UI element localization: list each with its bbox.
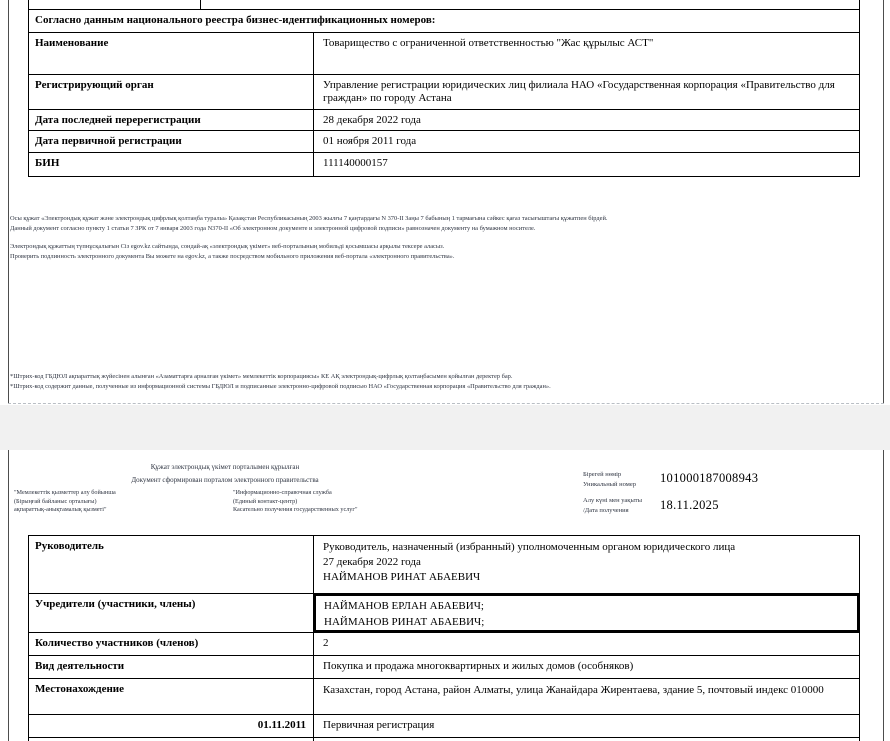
table-row — [29, 110, 859, 131]
value-cell: 01 ноября 2011 года — [323, 135, 417, 147]
value-line: НАЙМАНОВ ЕРЛАН АБАЕВИЧ; — [324, 600, 484, 612]
value-cell: 2 — [323, 637, 329, 649]
page2-left-frame — [8, 450, 9, 741]
legal-note-ru-1: Данный документ согласно пункту 1 статьи 7 ЗРК от 7 января 2003 года N370-II «Об электронном документе и электронной цифровой подписи» равнозначен документу на бумажном носителе. — [10, 225, 536, 232]
table-row — [29, 715, 859, 738]
portal-title-kk: Құжат электрондық үкімет порталымен құрылған — [150, 463, 300, 471]
footnote-kk: *Штрих-код ГБДЮЛ ақпараттық жүйесінен алынған «Азаматтарға арналған үкімет» мемлекеттік корпорациясы» КЕ АҚ электрондық-цифрлық қолтаңбасымен қойылған деректер бар. — [10, 373, 513, 380]
table-row — [29, 594, 859, 633]
label-cell: БИН — [29, 153, 314, 176]
value-cell: 111140000157 — [323, 157, 388, 169]
unique-number-label-ru: Уникальный номер — [583, 480, 636, 488]
label-cell: Дата последней перерегистрации — [29, 110, 314, 130]
value-cell — [314, 536, 859, 593]
value-cell: Первичная регистрация — [323, 719, 435, 731]
partial-cell — [29, 0, 201, 9]
barcode-footnotes — [10, 372, 882, 391]
value-line: Руководитель, назначенный (избранный) уполномоченным органом юридического лица — [323, 541, 736, 553]
page1-left-frame — [8, 0, 9, 403]
value-line: НАЙМАНОВ РИНАТ АБАЕВИЧ; — [324, 616, 485, 628]
contact-center-kk — [14, 489, 184, 515]
label-cell: Вид деятельности — [29, 656, 314, 678]
value-cell: Казахстан, город Астана, район Алматы, улица Жанайдара Жирентаева, здание 5, почтовый индекс 010000 — [323, 684, 824, 696]
label-cell: Количество участников (членов) — [29, 633, 314, 655]
contact-ru-line: Касательно получения государственных услуг" — [233, 506, 358, 513]
legal-note-pair-2 — [10, 242, 882, 262]
label-cell: Учредители (участники, члены) — [29, 594, 314, 632]
received-label-kk: Алу күні мен уақыты — [583, 497, 643, 504]
legal-note-kk-1: Осы құжат «Электрондық құжат және электрондық цифрлық қолтаңба туралы» Қазақстан Республикасының 2003 жылғы 7 қаңтардағы N 370-II Заңы 7 бабының 1 тармағына сәйкес қағаз тасығыштағы құжатпен бірдей. — [10, 215, 608, 222]
value-cell: 28 декабря 2022 года — [323, 114, 421, 126]
page1-right-frame — [883, 0, 884, 403]
label-cell: 01.11.2011 — [29, 715, 314, 737]
contact-ru-line: (Единый контакт-центр) — [233, 497, 298, 505]
label-cell: Местонахождение — [29, 679, 314, 714]
received-label-ru: /Дата получения — [583, 506, 629, 514]
label-cell: Регистрирующий орган — [29, 75, 314, 109]
table-row — [29, 536, 859, 594]
value-line: НАЙМАНОВ РИНАТ АБАЕВИЧ — [323, 571, 481, 583]
unique-number-value: 101000187008943 — [660, 471, 759, 485]
contact-kk-line: "Мемлекеттік қызметтер алу бойынша — [14, 489, 116, 496]
value-cell: Покупка и продажа многоквартирных и жилых домов (особняков) — [323, 660, 634, 672]
table-header-row: Согласно данным национального реестра бизнес-идентификационных номеров: — [29, 10, 859, 33]
portal-header — [60, 461, 390, 487]
unique-number-label-kk: Бірегей нөмір — [583, 471, 622, 478]
contact-kk-line: ақпараттық-анықтамалық қызметі" — [14, 506, 107, 513]
value-line: 27 декабря 2022 года — [323, 556, 421, 568]
label-cell: Руководитель — [29, 536, 314, 593]
table-row — [29, 633, 859, 656]
label-cell: Наименование — [29, 33, 314, 74]
table-row — [29, 153, 859, 177]
legal-note-kk-2: Электрондық құжаттың түпнұсқалығын Сіз egov.kz сайтында, сондай-ақ «электрондық үкімет» веб-порталының мобильді қосымшасы арқылы тексере аласыз. — [10, 243, 445, 250]
page-separator-band — [0, 405, 890, 450]
contact-kk-line: (Бірыңғай байланыс орталығы) — [14, 497, 97, 505]
page1-bottom-edge — [8, 403, 884, 404]
legal-notes — [10, 214, 882, 270]
contact-center-ru — [233, 489, 403, 515]
legal-note-pair-1 — [10, 214, 882, 234]
value-cell: Товарищество с ограниченной ответственностью "Жас құрылыс АСТ" — [323, 37, 654, 49]
bin-registry-table — [28, 0, 860, 177]
founders-value-box — [314, 594, 859, 632]
label-cell: Дата первичной регистрации — [29, 131, 314, 152]
table-row — [29, 75, 859, 110]
table-row — [29, 679, 859, 715]
table-row-partial — [29, 0, 859, 10]
footnote-ru: *Штрих-код содержит данные, полученные из информационной системы ГБДЮЛ и подписанные электронно-цифровой подписью НАО «Государственная корпорация «Правительство для граждан». — [10, 382, 551, 390]
registration-details-table — [28, 535, 860, 741]
portal-title-ru: Документ сформирован порталом электронного правительства — [131, 476, 319, 484]
value-cell: Управление регистрации юридических лиц филиала НАО «Государственная корпорация «Правительство для граждан» по городу Астана — [323, 79, 835, 104]
contact-ru-line: "Информационно-справочная служба — [233, 489, 332, 496]
received-date-value: 18.11.2025 — [660, 498, 719, 512]
partial-cell — [201, 0, 859, 9]
table-row — [29, 33, 859, 75]
table-row — [29, 656, 859, 679]
table-row — [29, 131, 859, 153]
legal-note-ru-2: Проверить подлинность электронного документа Вы можете на egov.kz, а также посредством мобильного приложения веб-портала «электронного правительства». — [10, 253, 455, 260]
page2-right-frame — [883, 450, 884, 741]
